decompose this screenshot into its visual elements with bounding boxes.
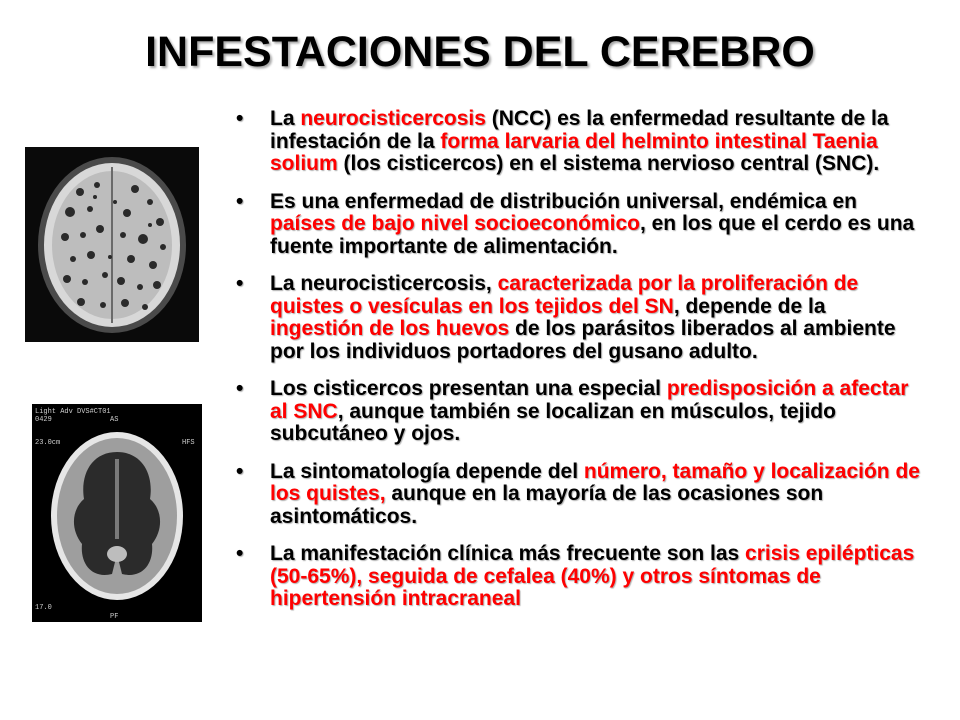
bullet-text: aunque en la mayoría de las ocasiones son asintomáticos. (270, 482, 824, 528)
ct-overlay-line2: 0429 (35, 416, 52, 424)
bullet-list (232, 108, 922, 626)
highlight-text: crisis epilépticas (50-65%), seguida de cefalea (40%) y otros síntomas de hipertensión intracraneal (270, 542, 915, 610)
ct-overlay-line1: Light Adv DVS#CT01 (35, 408, 111, 416)
bullet-item (232, 191, 922, 259)
bullet-dot-icon: • (236, 107, 244, 130)
highlight-text: ingestión de los huevos (270, 317, 510, 340)
highlight-text: neurocisticercosis (300, 107, 486, 130)
bullet-text: , aunque también se localizan en músculos, tejido subcutáneo y ojos. (270, 399, 836, 445)
mri-brain-image (25, 147, 199, 342)
highlight-text: forma larvaria del helminto intestinal Taenia solium (270, 129, 878, 175)
bullet-dot-icon: • (236, 272, 244, 295)
bullet-item (232, 273, 922, 363)
bullet-item (232, 461, 922, 529)
highlight-text: predisposición a afectar al SNC (270, 377, 909, 423)
ct-overlay-line4: 23.0cm (35, 439, 61, 447)
bullet-text: La neurocisticercosis, (270, 272, 498, 295)
ct-brain-image (32, 404, 202, 622)
highlight-text: países de bajo nivel socioeconómico (270, 212, 640, 235)
bullet-dot-icon: • (236, 377, 244, 400)
bullet-text: (los cisticercos) en el sistema nervioso central (SNC). (337, 152, 880, 175)
ct-overlay-line3: AS (110, 416, 119, 424)
slide-title: INFESTACIONES DEL CEREBRO (145, 28, 815, 76)
ct-overlay-line5: HFS (182, 439, 195, 447)
bullet-item (232, 543, 922, 611)
highlight-text: número, tamaño y localización de los quistes, (270, 459, 920, 505)
bullet-dot-icon: • (236, 189, 244, 213)
ct-overlay-line7: PF (110, 613, 119, 621)
bullet-text: , en los que el cerdo es una fuente importante de alimentación. (270, 212, 915, 258)
bullet-dot-icon: • (236, 542, 244, 565)
bullet-item (232, 378, 922, 446)
bullet-text: La manifestación clínica más frecuente son las (270, 542, 746, 565)
bullet-text: La (270, 107, 301, 130)
ct-overlay-line6: 17.0 (35, 604, 52, 612)
bullet-text: , depende de la (673, 294, 826, 318)
bullet-text: de los parásitos liberados al ambiente por los individuos portadores del gusano adulto. (270, 317, 896, 363)
bullet-text: (NCC) es la enfermedad resultante de la infestación de la (270, 107, 889, 153)
highlight-text: caracterizada por la proliferación de quistes o vesículas en los tejidos del SN (270, 272, 859, 318)
bullet-dot-icon: • (236, 459, 244, 483)
bullet-text: Es una enfermedad de distribución universal, endémica en (270, 189, 858, 213)
bullet-item (232, 108, 922, 176)
bullet-text: Los cisticercos presentan una especial (270, 377, 667, 400)
bullet-text: La sintomatología depende del (270, 459, 584, 483)
